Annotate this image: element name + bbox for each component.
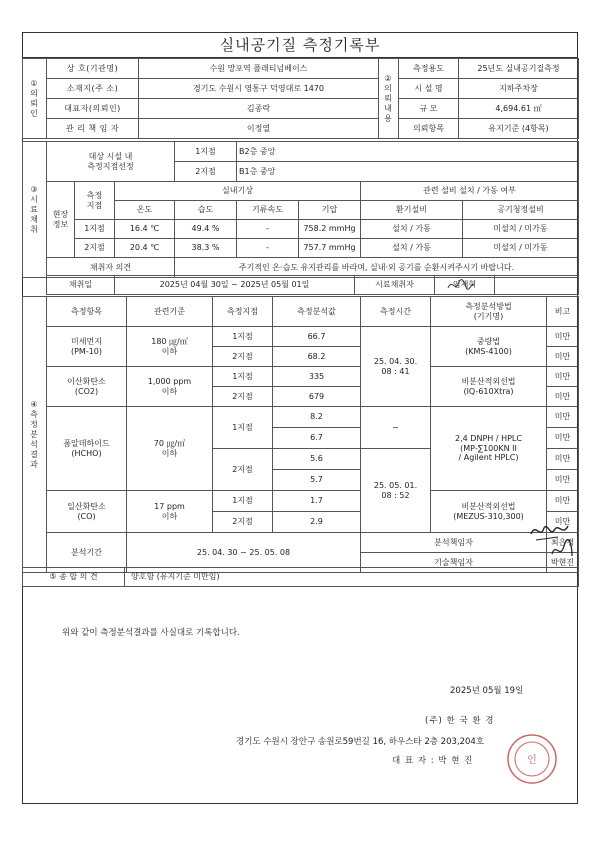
site1-label: 1지점 (175, 142, 237, 162)
hdr-value: 측정분석값 (273, 297, 361, 327)
analyst-name: 최은경 (547, 533, 579, 553)
client-addr-label: 소재지(주 소) (47, 79, 139, 99)
row-purifier: 미설치 / 미가동 (463, 239, 579, 258)
time-end: 25. 05. 01. 08 : 52 (361, 449, 431, 533)
row-temp: 16.4 ℃ (115, 220, 175, 239)
company-address: 경기도 수원시 장안구 송원로59번길 16, 하우스타 2층 203,204호 (236, 737, 485, 747)
point: 1지점 (213, 407, 273, 449)
section-1-label: ① 의 뢰 인 (23, 59, 47, 139)
sampling-date-label: 채취일 (47, 276, 115, 295)
value: 8.2 (273, 407, 361, 428)
std-co2: 1,000 ppm 이하 (127, 367, 213, 407)
row-pressure: 758.2 mmHg (299, 220, 361, 239)
point: 1지점 (213, 491, 273, 512)
sampling-date: 2025년 04월 30일 ~ 2025년 05월 01일 (115, 276, 355, 295)
field-info-label: 현장 정보 (47, 182, 75, 258)
note: 미만 (547, 367, 579, 387)
section-3-label: ③ 시 료 채 취 (23, 142, 47, 278)
hdr-point: 측정지점 (213, 297, 273, 327)
facility-label: 시 설 명 (399, 79, 459, 99)
row-humidity: 49.4 % (175, 220, 237, 239)
item-pm10: 미세먼지 (PM-10) (47, 327, 127, 367)
row-temp: 20.4 ℃ (115, 239, 175, 258)
point: 1지점 (213, 327, 273, 347)
total-opinion: 양호함 (유지기준 미만임) (125, 568, 579, 587)
row-ventilation: 설치 / 가동 (361, 220, 463, 239)
tech-name: 박현진 (547, 553, 579, 573)
row-airflow: - (237, 239, 299, 258)
point: 2지점 (213, 512, 273, 533)
analyst-label: 분석책임자 (361, 533, 547, 553)
row-point: 2지점 (75, 239, 115, 258)
method-co2: 비분산적외선법 (IQ-610Xtra) (431, 367, 547, 407)
std-pm10: 180 ㎍/㎥ 이하 (127, 327, 213, 367)
section-4-label: ④ 측 정 분 석 결 과 (23, 297, 47, 573)
sampling-date-table (46, 275, 579, 295)
client-rep-label: 대표자(의뢰인) (47, 99, 139, 119)
value: 335 (273, 367, 361, 387)
period-label: 분석기간 (47, 533, 127, 573)
method-pm10: 중량법 (KMS-4100) (431, 327, 547, 367)
table-row (23, 220, 579, 239)
equipment-label: 관련 설비 설치 / 가동 여부 (361, 182, 579, 201)
sampler-name: 임재혁 (435, 276, 495, 295)
client-mgr: 이정열 (139, 119, 379, 139)
tech-signature-mark (548, 536, 576, 564)
sampler-opinion-label: 채취자 의견 (47, 258, 175, 278)
col-purifier: 공기청정설비 (463, 201, 579, 220)
row-point: 1지점 (75, 220, 115, 239)
hdr-note: 비고 (547, 297, 579, 327)
ceo: 대 표 자 : 박 현 진 (392, 756, 474, 766)
value: 66.7 (273, 327, 361, 347)
client-name-label: 상 호(기관명) (47, 59, 139, 79)
site2-label: 2지점 (175, 162, 237, 182)
point: 2지점 (213, 387, 273, 407)
client-name: 수원 망포역 플래티넘베이스 (139, 59, 379, 79)
point: 2지점 (213, 449, 273, 491)
document-title: 실내공기질 측정기록부 (22, 32, 578, 58)
svg-text:인: 인 (527, 755, 537, 766)
client-addr: 경기도 수원시 영통구 덕영대로 1470 (139, 79, 379, 99)
value: 5.6 (273, 449, 361, 470)
note: 미만 (547, 327, 579, 347)
point-label: 측정 지점 (75, 182, 115, 220)
item-value: 유지기준 (4항목) (459, 119, 579, 139)
sampler-signature-mark (446, 276, 476, 294)
client-rep: 김종락 (139, 99, 379, 119)
note: 미만 (547, 512, 579, 533)
item-co: 일산화탄소 (CO) (47, 491, 127, 533)
size-label: 규 모 (399, 99, 459, 119)
hdr-time: 측정시간 (361, 297, 431, 327)
note: 미만 (547, 347, 579, 367)
row-purifier: 미설치 / 미가동 (463, 220, 579, 239)
statement: 위와 같이 측정분석결과를 사실대로 기록합니다. (62, 628, 240, 638)
row-ventilation: 설치 / 가동 (361, 239, 463, 258)
item-hcho: 폼알데하이드 (HCHO) (47, 407, 127, 491)
col-airflow: 기류속도 (237, 201, 299, 220)
hdr-method: 측정분석방법 (기기명) (431, 297, 547, 327)
site1-value: B2층 중앙 (237, 142, 579, 162)
method-hcho: 2,4 DNPH / HPLC (MP-∑100KN II / Agilent HPLC) (431, 407, 547, 491)
row-pressure: 757.7 mmHg (299, 239, 361, 258)
client-mgr-label: 관 리 책 임 자 (47, 119, 139, 139)
table-row (23, 239, 579, 258)
item-co2: 이산화탄소 (CO2) (47, 367, 127, 407)
value: 5.7 (273, 470, 361, 491)
time-mid: ~ (361, 407, 431, 449)
note: 미만 (547, 491, 579, 512)
section-2-label: ② 의 뢰 내 용 (379, 59, 399, 139)
client-table (22, 58, 579, 139)
use-label: 측정용도 (399, 59, 459, 79)
company-seal (506, 733, 558, 785)
point: 2지점 (213, 347, 273, 367)
sampling-table (22, 141, 579, 278)
site-selection-label: 대상 시설 내 측정지점선정 (47, 142, 175, 182)
col-humidity: 습도 (175, 201, 237, 220)
note: 미만 (547, 428, 579, 449)
std-co: 17 ppm 이하 (127, 491, 213, 533)
weather-label: 실내기상 (115, 182, 361, 201)
sampler-opinion: 주기적인 온·습도 유지관리를 바라며, 실내·외 공기를 순환시켜주시기 바랍니다. (175, 258, 579, 278)
tech-label: 기술책임자 (361, 553, 547, 573)
facility-value: 지하주차장 (459, 79, 579, 99)
std-hcho: 70 ㎍/㎥ 이하 (127, 407, 213, 491)
value: 6.7 (273, 428, 361, 449)
note: 미만 (547, 470, 579, 491)
section-5-label: ⑤ 종 합 의 견 (23, 568, 125, 587)
row-humidity: 38.3 % (175, 239, 237, 258)
value: 1.7 (273, 491, 361, 512)
row-airflow: - (237, 220, 299, 239)
opinion-table (22, 567, 579, 587)
period-value: 25. 04. 30 ~ 25. 05. 08 (127, 533, 361, 573)
results-table (22, 296, 579, 573)
time-start: 25. 04. 30. 08 : 41 (361, 327, 431, 407)
hdr-standard: 관련기준 (127, 297, 213, 327)
item-label: 의뢰항목 (399, 119, 459, 139)
note: 미만 (547, 387, 579, 407)
sampler-label: 시료채취자 (355, 276, 435, 295)
col-ventilation: 환기설비 (361, 201, 463, 220)
value: 2.9 (273, 512, 361, 533)
col-pressure: 기압 (299, 201, 361, 220)
value: 679 (273, 387, 361, 407)
hdr-item: 측정항목 (47, 297, 127, 327)
note: 미만 (547, 449, 579, 470)
note: 미만 (547, 407, 579, 428)
issue-date: 2025년 05월 19일 (450, 686, 524, 696)
method-co: 비분산적외선법 (MEZUS-310,300) (431, 491, 547, 533)
value: 68.2 (273, 347, 361, 367)
company-name: (주) 한 국 환 경 (425, 716, 495, 726)
site2-value: B1층 중앙 (237, 162, 579, 182)
sampler-signature (495, 276, 579, 295)
size-value: 4,694.61 ㎡ (459, 99, 579, 119)
col-temp: 온도 (115, 201, 175, 220)
use-value: 25년도 실내공기질측정 (459, 59, 579, 79)
point: 1지점 (213, 367, 273, 387)
